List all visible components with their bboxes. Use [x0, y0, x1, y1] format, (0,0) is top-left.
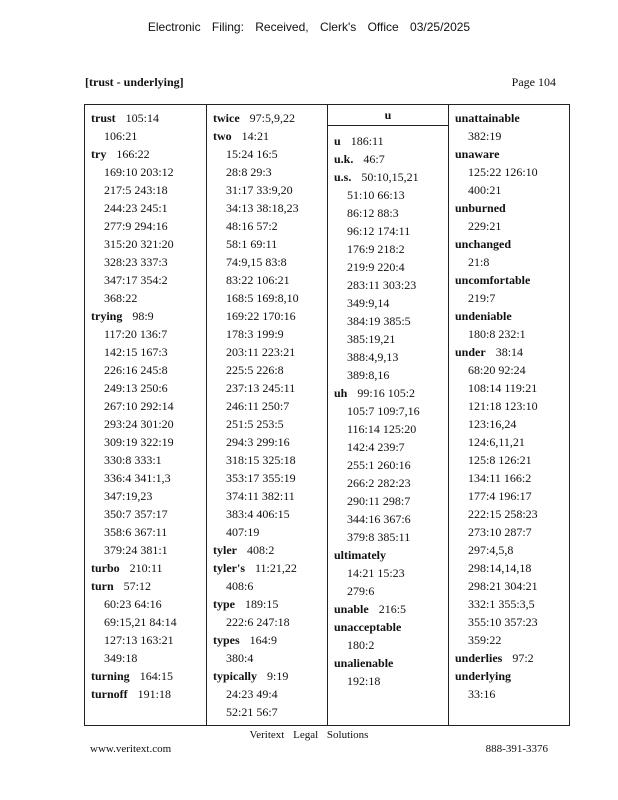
page-line-refs: 105:7 109:7,16 — [347, 404, 420, 418]
page-line-refs: 21:8 — [468, 255, 490, 269]
word-index-table — [84, 104, 570, 726]
page-line-refs: 389:8,16 — [347, 368, 390, 382]
page-line-refs: 68:20 92:24 — [468, 363, 526, 377]
index-term-entry — [91, 667, 200, 685]
index-term: turbo — [91, 561, 120, 575]
page-line-refs: 50:10,15,21 — [361, 170, 419, 184]
page-line-refs: 34:13 38:18,23 — [226, 201, 299, 215]
index-term-entry — [455, 271, 563, 289]
index-column-2 — [206, 105, 327, 725]
page-line-refs: 222:6 247:18 — [226, 615, 290, 629]
page-line-refs: 57:12 — [123, 579, 152, 593]
page-line-refs: 191:18 — [137, 687, 172, 701]
page-line-refs: 219:9 220:4 — [347, 260, 405, 274]
page-line-refs: 98:9 — [132, 309, 154, 323]
page-line-refs: 134:11 166:2 — [468, 471, 532, 485]
index-term-entry — [334, 618, 442, 636]
index-term: u — [334, 134, 341, 148]
page-line-refs: 383:4 406:15 — [226, 507, 290, 521]
page-line-refs: 294:3 299:16 — [226, 435, 290, 449]
page-line-refs: 52:21 56:7 — [226, 705, 278, 719]
index-term: u.s. — [334, 170, 352, 184]
index-term-entry — [91, 577, 200, 595]
page-number: Page 104 — [511, 75, 556, 89]
page-line-refs: 11:21,22 — [255, 561, 297, 575]
page-line-refs: 374:11 382:11 — [226, 489, 295, 503]
index-term: unburned — [455, 201, 506, 215]
index-term-entry — [213, 559, 321, 577]
page-line-refs: 290:11 298:7 — [347, 494, 411, 508]
index-term: typically — [213, 669, 257, 683]
page-line-refs: 9:19 — [267, 669, 289, 683]
index-term-entry — [455, 649, 563, 667]
page-line-refs: 168:5 169:8,10 — [226, 291, 299, 305]
index-term-entry — [213, 109, 321, 127]
index-term-entry — [213, 667, 321, 685]
page-line-refs: 189:15 — [245, 597, 279, 611]
page-line-refs: 384:19 385:5 — [347, 314, 411, 328]
index-term-entry — [91, 307, 200, 325]
page-line-refs: 347:19,23 — [104, 489, 153, 503]
page-line-refs: 249:13 250:6 — [104, 381, 168, 395]
index-term-entry — [455, 343, 563, 361]
page-line-refs: 368:22 — [104, 291, 138, 305]
page-line-refs: 349:18 — [104, 651, 138, 665]
letter-section-heading: u — [328, 105, 448, 126]
index-term-entry — [334, 168, 442, 186]
page-line-refs: 123:16,24 — [468, 417, 517, 431]
page-line-refs: 400:21 — [468, 183, 502, 197]
page-line-refs: 388:4,9,13 — [347, 350, 399, 364]
index-term: ultimately — [334, 548, 386, 562]
index-term-entry — [91, 145, 200, 163]
page-line-refs: 166:22 — [116, 147, 150, 161]
page-line-refs: 318:15 325:18 — [226, 453, 296, 467]
page-line-refs: 251:5 253:5 — [226, 417, 284, 431]
page-line-refs: 407:19 — [226, 525, 260, 539]
index-term: try — [91, 147, 107, 161]
page-line-refs: 58:1 69:11 — [226, 237, 278, 251]
index-term: unchanged — [455, 237, 512, 251]
page-line-refs: 169:10 203:12 — [104, 165, 174, 179]
index-term-entry — [334, 546, 442, 564]
index-column-3 — [327, 105, 448, 725]
filing-stamp: Electronic Filing: Received, Clerk's Office 03/25/2025 — [147, 20, 471, 34]
page-line-refs: 127:13 163:21 — [104, 633, 174, 647]
page-line-refs: 33:16 — [468, 687, 496, 701]
page-line-refs: 24:23 49:4 — [226, 687, 278, 701]
page-line-refs: 97:5,9,22 — [249, 111, 295, 125]
index-term: trust — [91, 111, 116, 125]
page-line-refs: 222:15 258:23 — [468, 507, 538, 521]
page-line-refs: 380:4 — [226, 651, 254, 665]
index-term-entry — [334, 132, 442, 150]
page-line-refs: 219:7 — [468, 291, 496, 305]
index-term: tyler's — [213, 561, 245, 575]
page-line-refs: 226:16 245:8 — [104, 363, 168, 377]
index-term: underlying — [455, 669, 512, 683]
index-term-entry — [213, 595, 321, 613]
page-line-refs: 273:10 287:7 — [468, 525, 532, 539]
page-line-refs: 121:18 123:10 — [468, 399, 538, 413]
index-term: types — [213, 633, 240, 647]
index-term-entry — [455, 145, 563, 163]
page-line-refs: 125:8 126:21 — [468, 453, 532, 467]
page-line-refs: 46:7 — [363, 152, 385, 166]
index-term: unalienable — [334, 656, 394, 670]
page-line-refs: 293:24 301:20 — [104, 417, 174, 431]
index-term: turnoff — [91, 687, 128, 701]
index-term: turning — [91, 669, 130, 683]
page-line-refs: 51:10 66:13 — [347, 188, 405, 202]
index-term: uh — [334, 386, 348, 400]
page-line-refs: 379:24 381:1 — [104, 543, 168, 557]
page-line-refs: 347:17 354:2 — [104, 273, 168, 287]
index-term-entry — [455, 667, 563, 685]
page-line-refs: 279:6 — [347, 584, 375, 598]
page-line-refs: 186:11 — [350, 134, 384, 148]
page-line-refs: 124:6,11,21 — [468, 435, 525, 449]
page-line-refs: 164:15 — [139, 669, 174, 683]
index-term: undeniable — [455, 309, 512, 323]
page-line-refs: 246:11 250:7 — [226, 399, 290, 413]
page-line-refs: 353:17 355:19 — [226, 471, 296, 485]
page-line-refs: 379:8 385:11 — [347, 530, 411, 544]
page-line-refs: 28:8 29:3 — [226, 165, 272, 179]
page-line-refs: 117:20 136:7 — [104, 327, 168, 341]
page-line-refs: 382:19 — [468, 129, 502, 143]
page-line-refs: 14:21 — [241, 129, 270, 143]
index-term: twice — [213, 111, 240, 125]
index-term-entry — [455, 235, 563, 253]
page-line-refs: 14:21 15:23 — [347, 566, 405, 580]
page-line-refs: 38:14 — [495, 345, 524, 359]
page-line-refs: 97:2 — [512, 651, 534, 665]
page-line-refs: 210:11 — [129, 561, 163, 575]
index-term-entry — [455, 307, 563, 325]
page-line-refs: 60:23 64:16 — [104, 597, 162, 611]
index-term: unattainable — [455, 111, 520, 125]
index-term-entry — [91, 559, 200, 577]
index-term: uncomfortable — [455, 273, 531, 287]
page-line-refs: 216:5 — [378, 602, 407, 616]
index-term: under — [455, 345, 486, 359]
index-term-entry — [91, 685, 200, 703]
index-column-4 — [448, 105, 569, 725]
page-line-refs: 266:2 282:23 — [347, 476, 411, 490]
page-line-refs: 116:14 125:20 — [347, 422, 417, 436]
page-line-refs: 309:19 322:19 — [104, 435, 174, 449]
page-line-refs: 69:15,21 84:14 — [104, 615, 177, 629]
index-term-entry — [213, 631, 321, 649]
page-line-refs: 283:11 303:23 — [347, 278, 417, 292]
page-line-refs: 106:21 — [104, 129, 138, 143]
page-line-refs: 217:5 243:18 — [104, 183, 168, 197]
page-line-refs: 176:9 218:2 — [347, 242, 405, 256]
page-line-refs: 408:2 — [246, 543, 275, 557]
page-line-refs: 225:5 226:8 — [226, 363, 284, 377]
footer-company: Veritext Legal Solutions — [249, 729, 369, 741]
index-term: u.k. — [334, 152, 354, 166]
page-line-refs: 385:19,21 — [347, 332, 396, 346]
index-term: unaware — [455, 147, 500, 161]
index-term: unable — [334, 602, 369, 616]
page-line-refs: 142:4 239:7 — [347, 440, 405, 454]
page-line-refs: 105:14 — [125, 111, 160, 125]
index-term: tyler — [213, 543, 237, 557]
page-line-refs: 408:6 — [226, 579, 254, 593]
index-term-entry — [91, 109, 200, 127]
page-line-refs: 108:14 119:21 — [468, 381, 538, 395]
page-line-refs: 277:9 294:16 — [104, 219, 168, 233]
page-line-refs: 244:23 245:1 — [104, 201, 168, 215]
page-line-refs: 164:9 — [249, 633, 278, 647]
page-line-refs: 178:3 199:9 — [226, 327, 284, 341]
page-line-refs: 142:15 167:3 — [104, 345, 168, 359]
page-line-refs: 298:21 304:21 — [468, 579, 538, 593]
page-line-refs: 359:22 — [468, 633, 502, 647]
index-term-entry — [455, 109, 563, 127]
page-line-refs: 180:2 — [347, 638, 375, 652]
index-term: two — [213, 129, 232, 143]
page-line-refs: 31:17 33:9,20 — [226, 183, 293, 197]
index-term-entry — [213, 541, 321, 559]
index-term-entry — [213, 127, 321, 145]
index-term-entry — [334, 384, 442, 402]
page-line-refs: 229:21 — [468, 219, 502, 233]
page-line-refs: 99:16 105:2 — [357, 386, 416, 400]
page-line-refs: 86:12 88:3 — [347, 206, 399, 220]
footer-website: www.veritext.com — [90, 743, 172, 755]
page-line-refs: 180:8 232:1 — [468, 327, 526, 341]
page-line-refs: 48:16 57:2 — [226, 219, 278, 233]
page-line-refs: 315:20 321:20 — [104, 237, 174, 251]
index-term: type — [213, 597, 235, 611]
index-term-entry — [334, 654, 442, 672]
page-line-refs: 15:24 16:5 — [226, 147, 278, 161]
page-line-refs: 358:6 367:11 — [104, 525, 168, 539]
page-line-refs: 255:1 260:16 — [347, 458, 411, 472]
page-line-refs: 297:4,5,8 — [468, 543, 514, 557]
page-line-refs: 349:9,14 — [347, 296, 390, 310]
index-term: unacceptable — [334, 620, 402, 634]
page-line-refs: 355:10 357:23 — [468, 615, 538, 629]
page-line-refs: 332:1 355:3,5 — [468, 597, 535, 611]
index-term-entry — [455, 199, 563, 217]
page-line-refs: 298:14,14,18 — [468, 561, 532, 575]
page-line-refs: 125:22 126:10 — [468, 165, 538, 179]
index-term-entry — [334, 150, 442, 168]
page-line-refs: 169:22 170:16 — [226, 309, 296, 323]
index-range-header: [trust - underlying] — [85, 75, 184, 89]
index-term: turn — [91, 579, 114, 593]
page-line-refs: 344:16 367:6 — [347, 512, 411, 526]
index-term: trying — [91, 309, 123, 323]
page-line-refs: 350:7 357:17 — [104, 507, 168, 521]
page-line-refs: 192:18 — [347, 674, 381, 688]
index-term: underlies — [455, 651, 503, 665]
page-line-refs: 237:13 245:11 — [226, 381, 296, 395]
index-column-1 — [85, 105, 206, 725]
page-line-refs: 328:23 337:3 — [104, 255, 168, 269]
page-line-refs: 267:10 292:14 — [104, 399, 174, 413]
page-line-refs: 83:22 106:21 — [226, 273, 290, 287]
page-line-refs: 177:4 196:17 — [468, 489, 532, 503]
index-term-entry — [334, 600, 442, 618]
page-line-refs: 336:4 341:1,3 — [104, 471, 171, 485]
page-line-refs: 203:11 223:21 — [226, 345, 296, 359]
page-line-refs: 74:9,15 83:8 — [226, 255, 287, 269]
footer-phone: 888-391-3376 — [485, 743, 548, 755]
page-line-refs: 96:12 174:11 — [347, 224, 411, 238]
page-line-refs: 330:8 333:1 — [104, 453, 162, 467]
